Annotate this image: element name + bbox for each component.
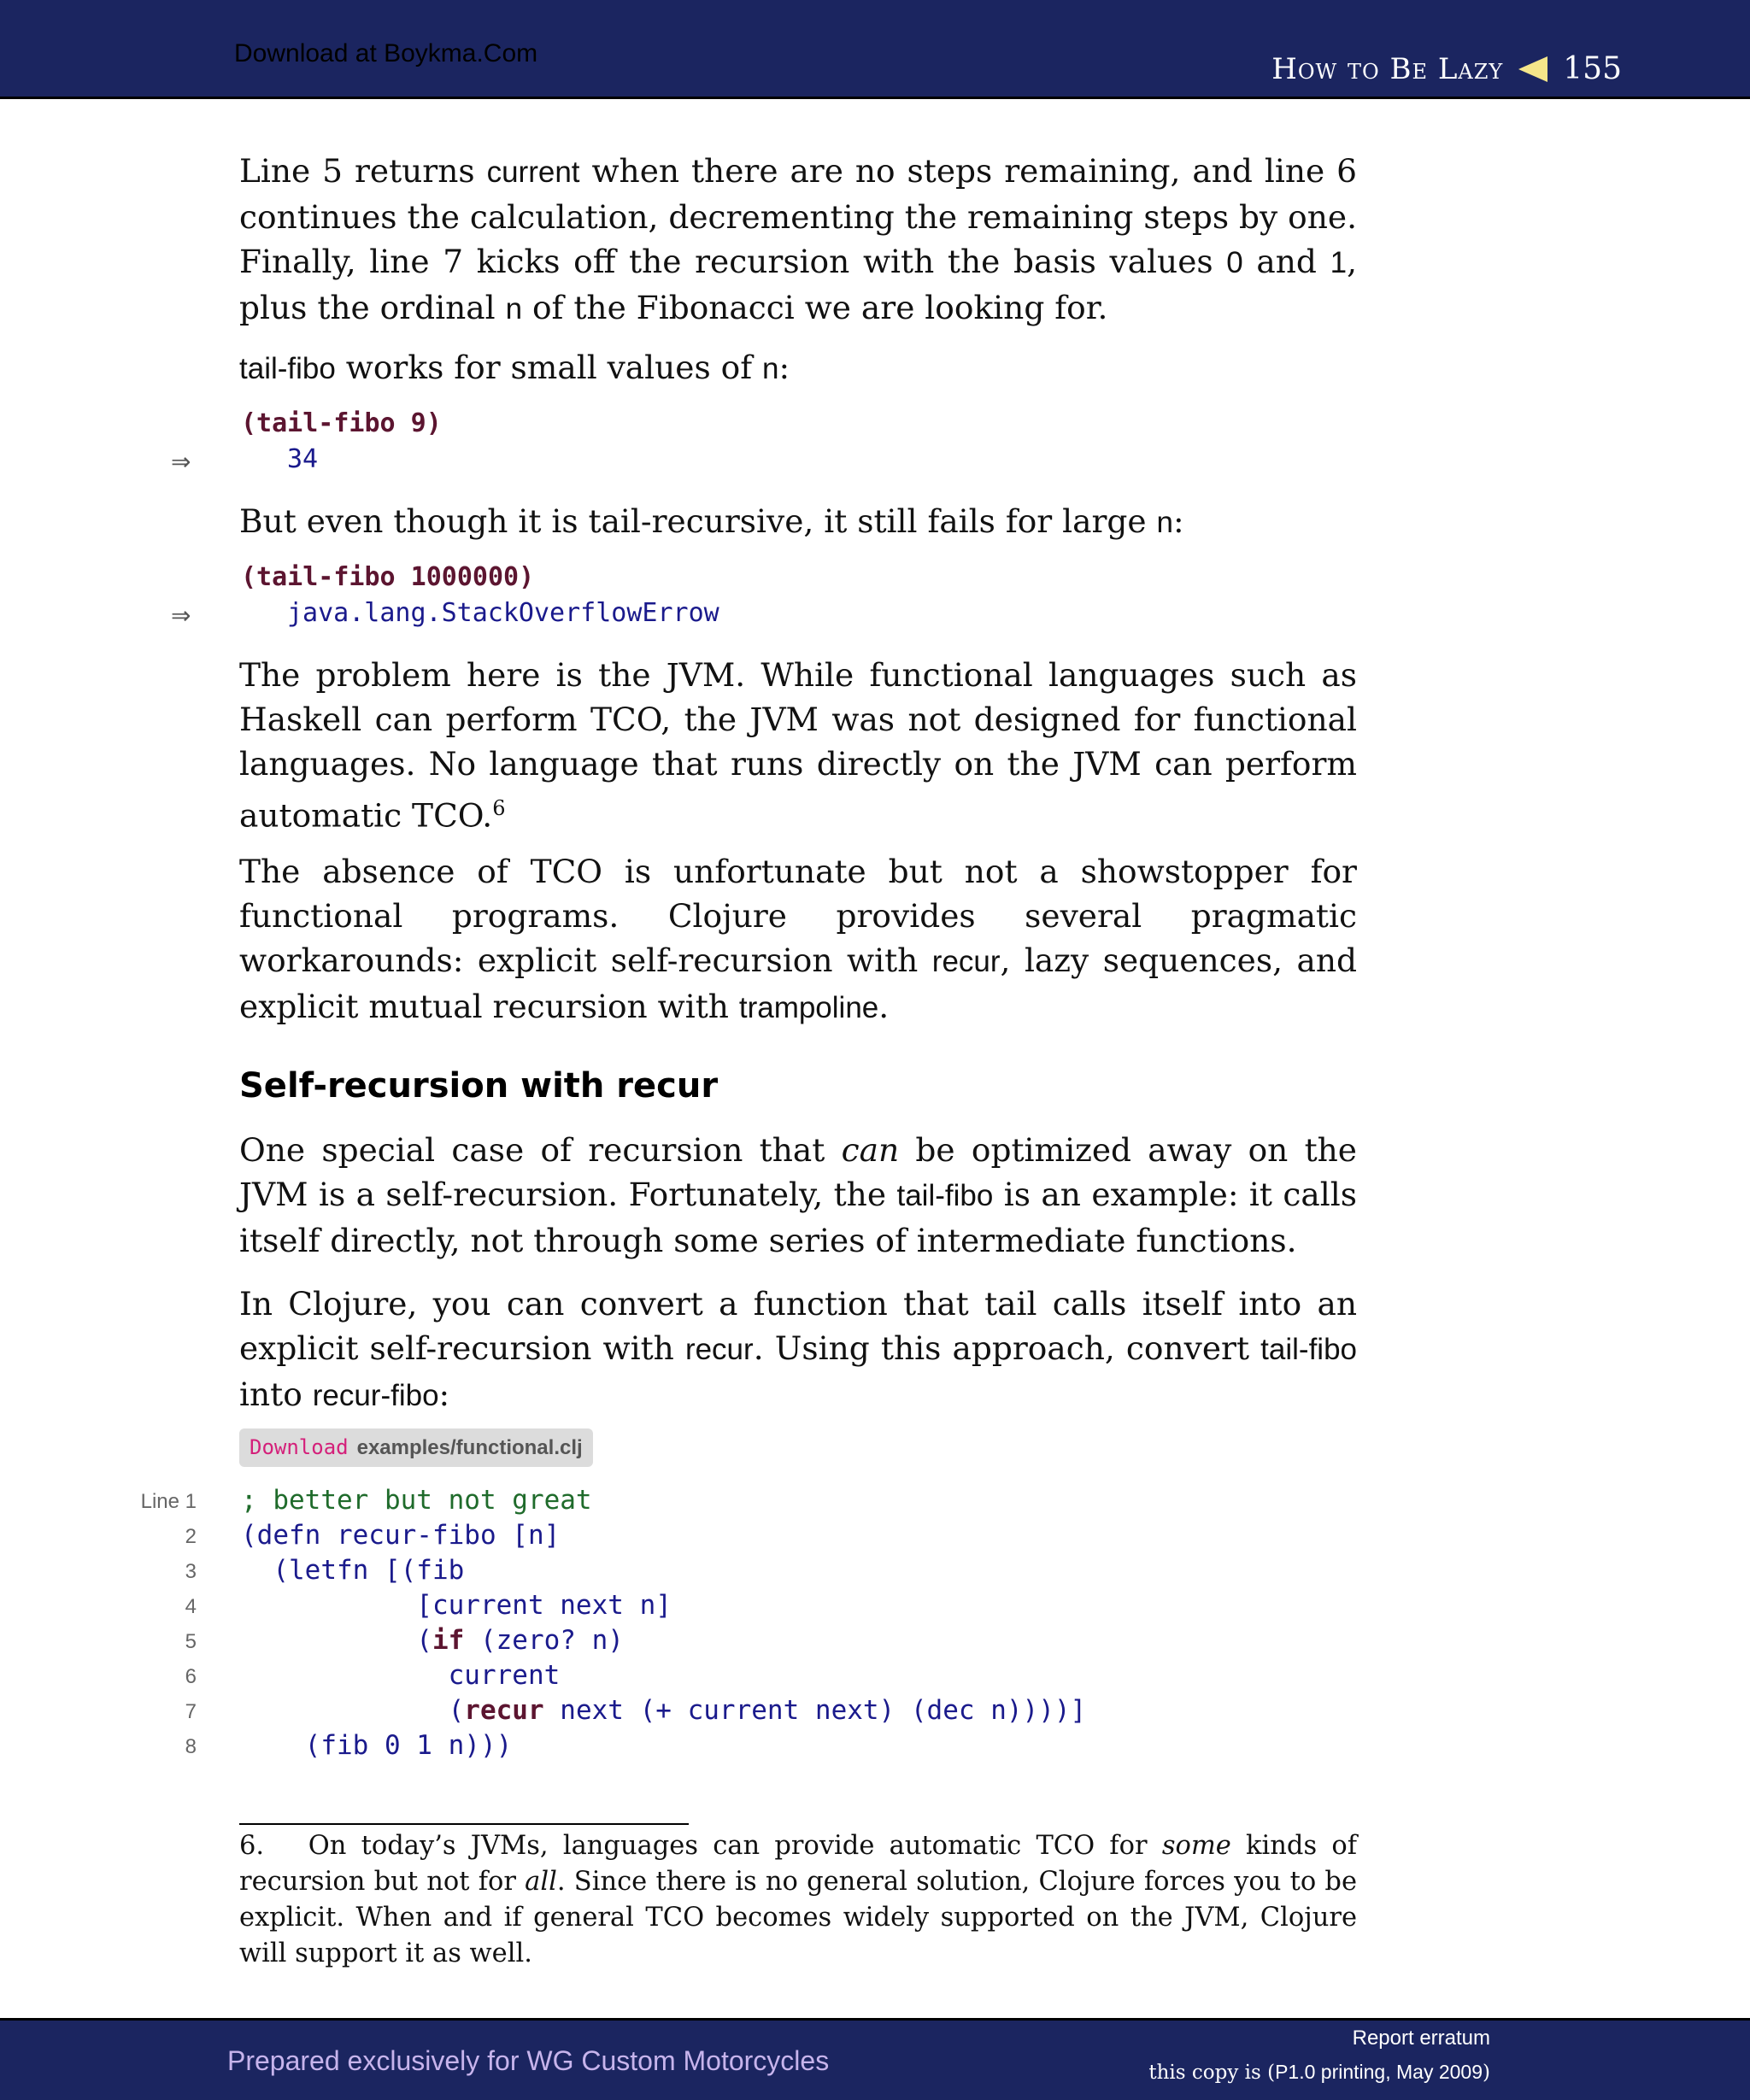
download-path[interactable]: examples/functional.clj [356, 1436, 583, 1459]
line-number: 2 [185, 1525, 197, 1548]
paragraph-7: In Clojure, you can convert a function that tail calls itself into an explicit self-recursion with recur. Using this approach, convert tail-fibo into recur-fibo: [239, 1285, 1357, 1413]
footnote-ref[interactable]: 6 [492, 796, 506, 820]
footnote-number: 6. [239, 1831, 265, 1861]
inline-code: n [762, 352, 779, 385]
result-arrow-icon: ⇒ [171, 448, 191, 476]
inline-code: current [486, 155, 580, 189]
footnote-divider [239, 1823, 689, 1825]
paragraph-5: The absence of TCO is unfortunate but not a showstopper for functional programs. Clojure provides several pragmatic workarounds: explicit self-recursion with recur, lazy sequences, and explicit mutual recursion with trampoline. [239, 853, 1357, 1025]
section-heading: Self-recursion with recur [239, 1066, 719, 1106]
inline-code: tail-fibo [1260, 1333, 1357, 1366]
inline-code: recur [684, 1333, 754, 1366]
inline-code: 0 [1226, 246, 1243, 279]
paragraph-6: One special case of recursion that can be optimized away on the JVM is a self-recursion. Fortunately, the tail-fibo is an example: it calls itself directly, not through some series of intermediate functions. [239, 1131, 1357, 1259]
line-number: 7 [185, 1700, 197, 1723]
paragraph-2: tail-fibo works for small values of n: [239, 349, 790, 386]
inline-code: 1 [1330, 246, 1348, 279]
code-line: (if (zero? n) [241, 1625, 624, 1656]
inline-code: recur-fibo [312, 1379, 439, 1412]
back-arrow-icon[interactable] [1518, 56, 1547, 82]
line-number: 5 [185, 1630, 197, 1653]
paragraph-3: But even though it is tail-recursive, it still fails for large n: [239, 502, 1184, 540]
result-arrow-icon: ⇒ [171, 601, 191, 630]
repl-input-1: (tail-fibo 9) [241, 408, 442, 438]
line-number: 3 [185, 1560, 197, 1583]
inline-code: tail-fibo [896, 1179, 994, 1212]
code-line: (recur next (+ current next) (dec n))))] [241, 1695, 1087, 1726]
download-note[interactable]: Download at Boykma.Com [234, 39, 538, 67]
code-line: (fib 0 1 n))) [241, 1730, 513, 1761]
paragraph-4: The problem here is the JVM. While functional languages such as Haskell can perform TCO, the JVM was not designed for functional languages. No language that runs directly on the JVM can perform automatic TCO.$^6$ [239, 656, 1357, 835]
repl-output-2: java.lang.StackOverflowErrow [287, 598, 719, 628]
code-line: (letfn [(fib [241, 1555, 465, 1586]
running-header [1271, 51, 1622, 86]
download-link[interactable] [239, 1428, 593, 1467]
footnote: 6. On today’s JVMs, languages can provide automatic TCO for some kinds of recursion but not for all. Since there is no general solution, Clojure forces you to be explicit. When and if general TCO becomes widely supported on the JVM, Clojure will support it as well. [239, 1831, 1358, 1968]
paragraph-1: Line 5 returns current when there are no steps remaining, and line 6 continues the calculation, decrementing the remaining steps by one. Finally, line 7 kicks off the recursion with the basis values 0 and 1, plus the ordinal n of the Fibonacci we are looking for. [239, 152, 1357, 326]
prepared-for: Prepared exclusively for WG Custom Motorcycles [227, 2045, 830, 2076]
inline-code: n [1156, 506, 1173, 539]
report-erratum-link[interactable]: Report erratum [1352, 2027, 1490, 2050]
repl-input-2: (tail-fibo 1000000) [241, 562, 535, 592]
page-number: 155 [1563, 51, 1622, 86]
inline-code: recur [931, 945, 1001, 978]
code-line: [current next n] [241, 1590, 672, 1621]
code-line: current [241, 1660, 561, 1691]
copy-info: this copy is (P1.0 printing, May 2009) [1148, 2061, 1490, 2084]
code-line: ; better but not great [241, 1485, 592, 1516]
chapter-title: How to Be Lazy [1271, 51, 1504, 86]
line-number: 4 [185, 1595, 197, 1618]
download-label[interactable]: Download [250, 1435, 349, 1459]
repl-output-1: 34 [287, 444, 319, 474]
inline-code: trampoline [738, 991, 879, 1024]
inline-code: tail-fibo [239, 352, 336, 385]
line-number: 8 [185, 1735, 197, 1758]
code-line: (defn recur-fibo [n] [241, 1520, 561, 1551]
line-number: 6 [185, 1665, 197, 1688]
inline-code: n [505, 292, 523, 326]
line-number: Line 1 [140, 1490, 197, 1513]
